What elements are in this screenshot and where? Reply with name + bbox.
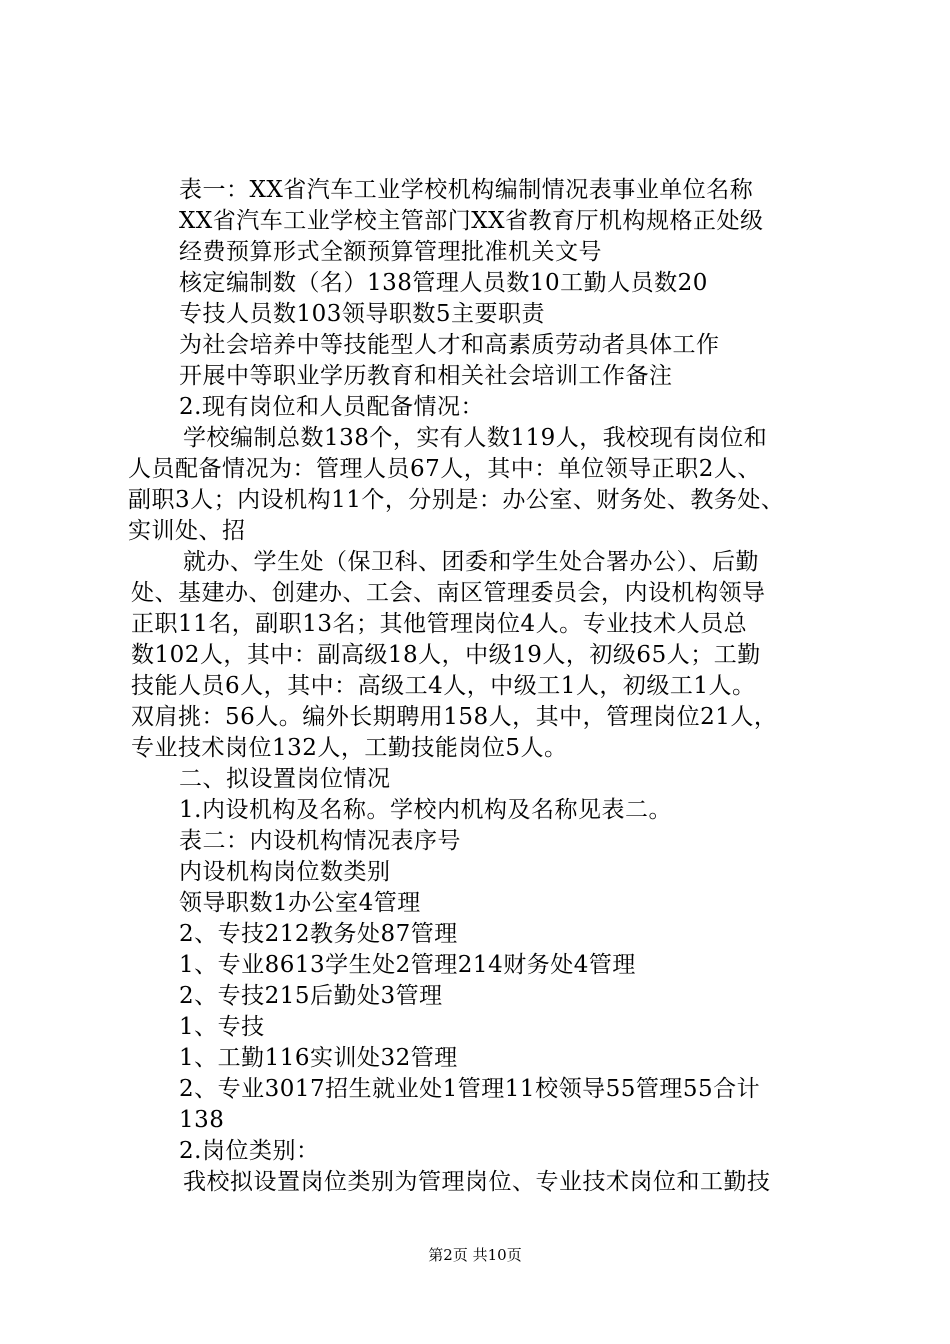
text-line: 1、工勤116实训处32管理 xyxy=(179,1045,458,1071)
page-footer xyxy=(0,1245,950,1265)
text-line: 数102人，其中：副高级18人，中级19人，初级65人；工勤 xyxy=(131,642,761,668)
text-line: 1、专技 xyxy=(179,1014,265,1040)
page-number: 第2页 共10页 xyxy=(428,1246,522,1264)
text-line: 2、专技215后勤处3管理 xyxy=(179,983,443,1009)
text-line: 138 xyxy=(179,1107,225,1133)
text-line: 1、专业8613学生处2管理214财务处4管理 xyxy=(179,952,636,978)
text-line: 副职3人；内设机构11个，分别是：办公室、财务处、教务处、 xyxy=(128,487,785,513)
text-line: 技能人员6人，其中：高级工4人，中级工1人，初级工1人。 xyxy=(131,673,756,699)
text-line: 领导职数1办公室4管理 xyxy=(179,890,421,916)
text-line: 处、基建办、创建办、工会、南区管理委员会，内设机构领导 xyxy=(131,580,766,606)
text-line: 学校编制总数138个，实有人数119人，我校现有岗位和 xyxy=(183,425,768,451)
text-line: 为社会培养中等技能型人才和高素质劳动者具体工作 xyxy=(179,332,720,358)
text-line: 表一：XX省汽车工业学校机构编制情况表事业单位名称 xyxy=(179,177,754,203)
text-line: 内设机构岗位数类别 xyxy=(179,859,391,885)
text-line: 人员配备情况为：管理人员67人，其中：单位领导正职2人、 xyxy=(128,456,761,482)
text-line: 就办、学生处（保卫科、团委和学生处合署办公）、后勤 xyxy=(183,549,759,575)
text-line: 核定编制数（名）138管理人员数10工勤人员数20 xyxy=(179,270,708,296)
section-heading: 二、拟设置岗位情况 xyxy=(179,766,391,792)
text-line: 2、专业3017招生就业处1管理11校领导55管理55合计 xyxy=(179,1076,761,1102)
text-line: 专业技术岗位132人，工勤技能岗位5人。 xyxy=(131,735,568,761)
text-line: 2、专技212教务处87管理 xyxy=(179,921,458,947)
text-line: 我校拟设置岗位类别为管理岗位、专业技术岗位和工勤技 xyxy=(183,1169,771,1195)
section-heading: 2.现有岗位和人员配备情况： xyxy=(179,394,484,420)
text-line: 正职11名，副职13名；其他管理岗位4人。专业技术人员总 xyxy=(131,611,748,637)
text-line: 表二：内设机构情况表序号 xyxy=(179,828,461,854)
text-line: 1.内设机构及名称。学校内机构及名称见表二。 xyxy=(179,797,672,823)
text-line: 经费预算形式全额预算管理批准机关文号 xyxy=(179,239,602,265)
text-line: 实训处、招 xyxy=(128,518,246,544)
text-line: XX省汽车工业学校主管部门XX省教育厅机构规格正处级 xyxy=(179,208,764,234)
text-line: 开展中等职业学历教育和相关社会培训工作备注 xyxy=(179,363,673,389)
section-heading: 2.岗位类别： xyxy=(179,1138,320,1164)
text-line: 双肩挑：56人。编外长期聘用158人，其中，管理岗位21人， xyxy=(131,704,778,730)
text-line: 专技人员数103领导职数5主要职责 xyxy=(179,301,546,327)
